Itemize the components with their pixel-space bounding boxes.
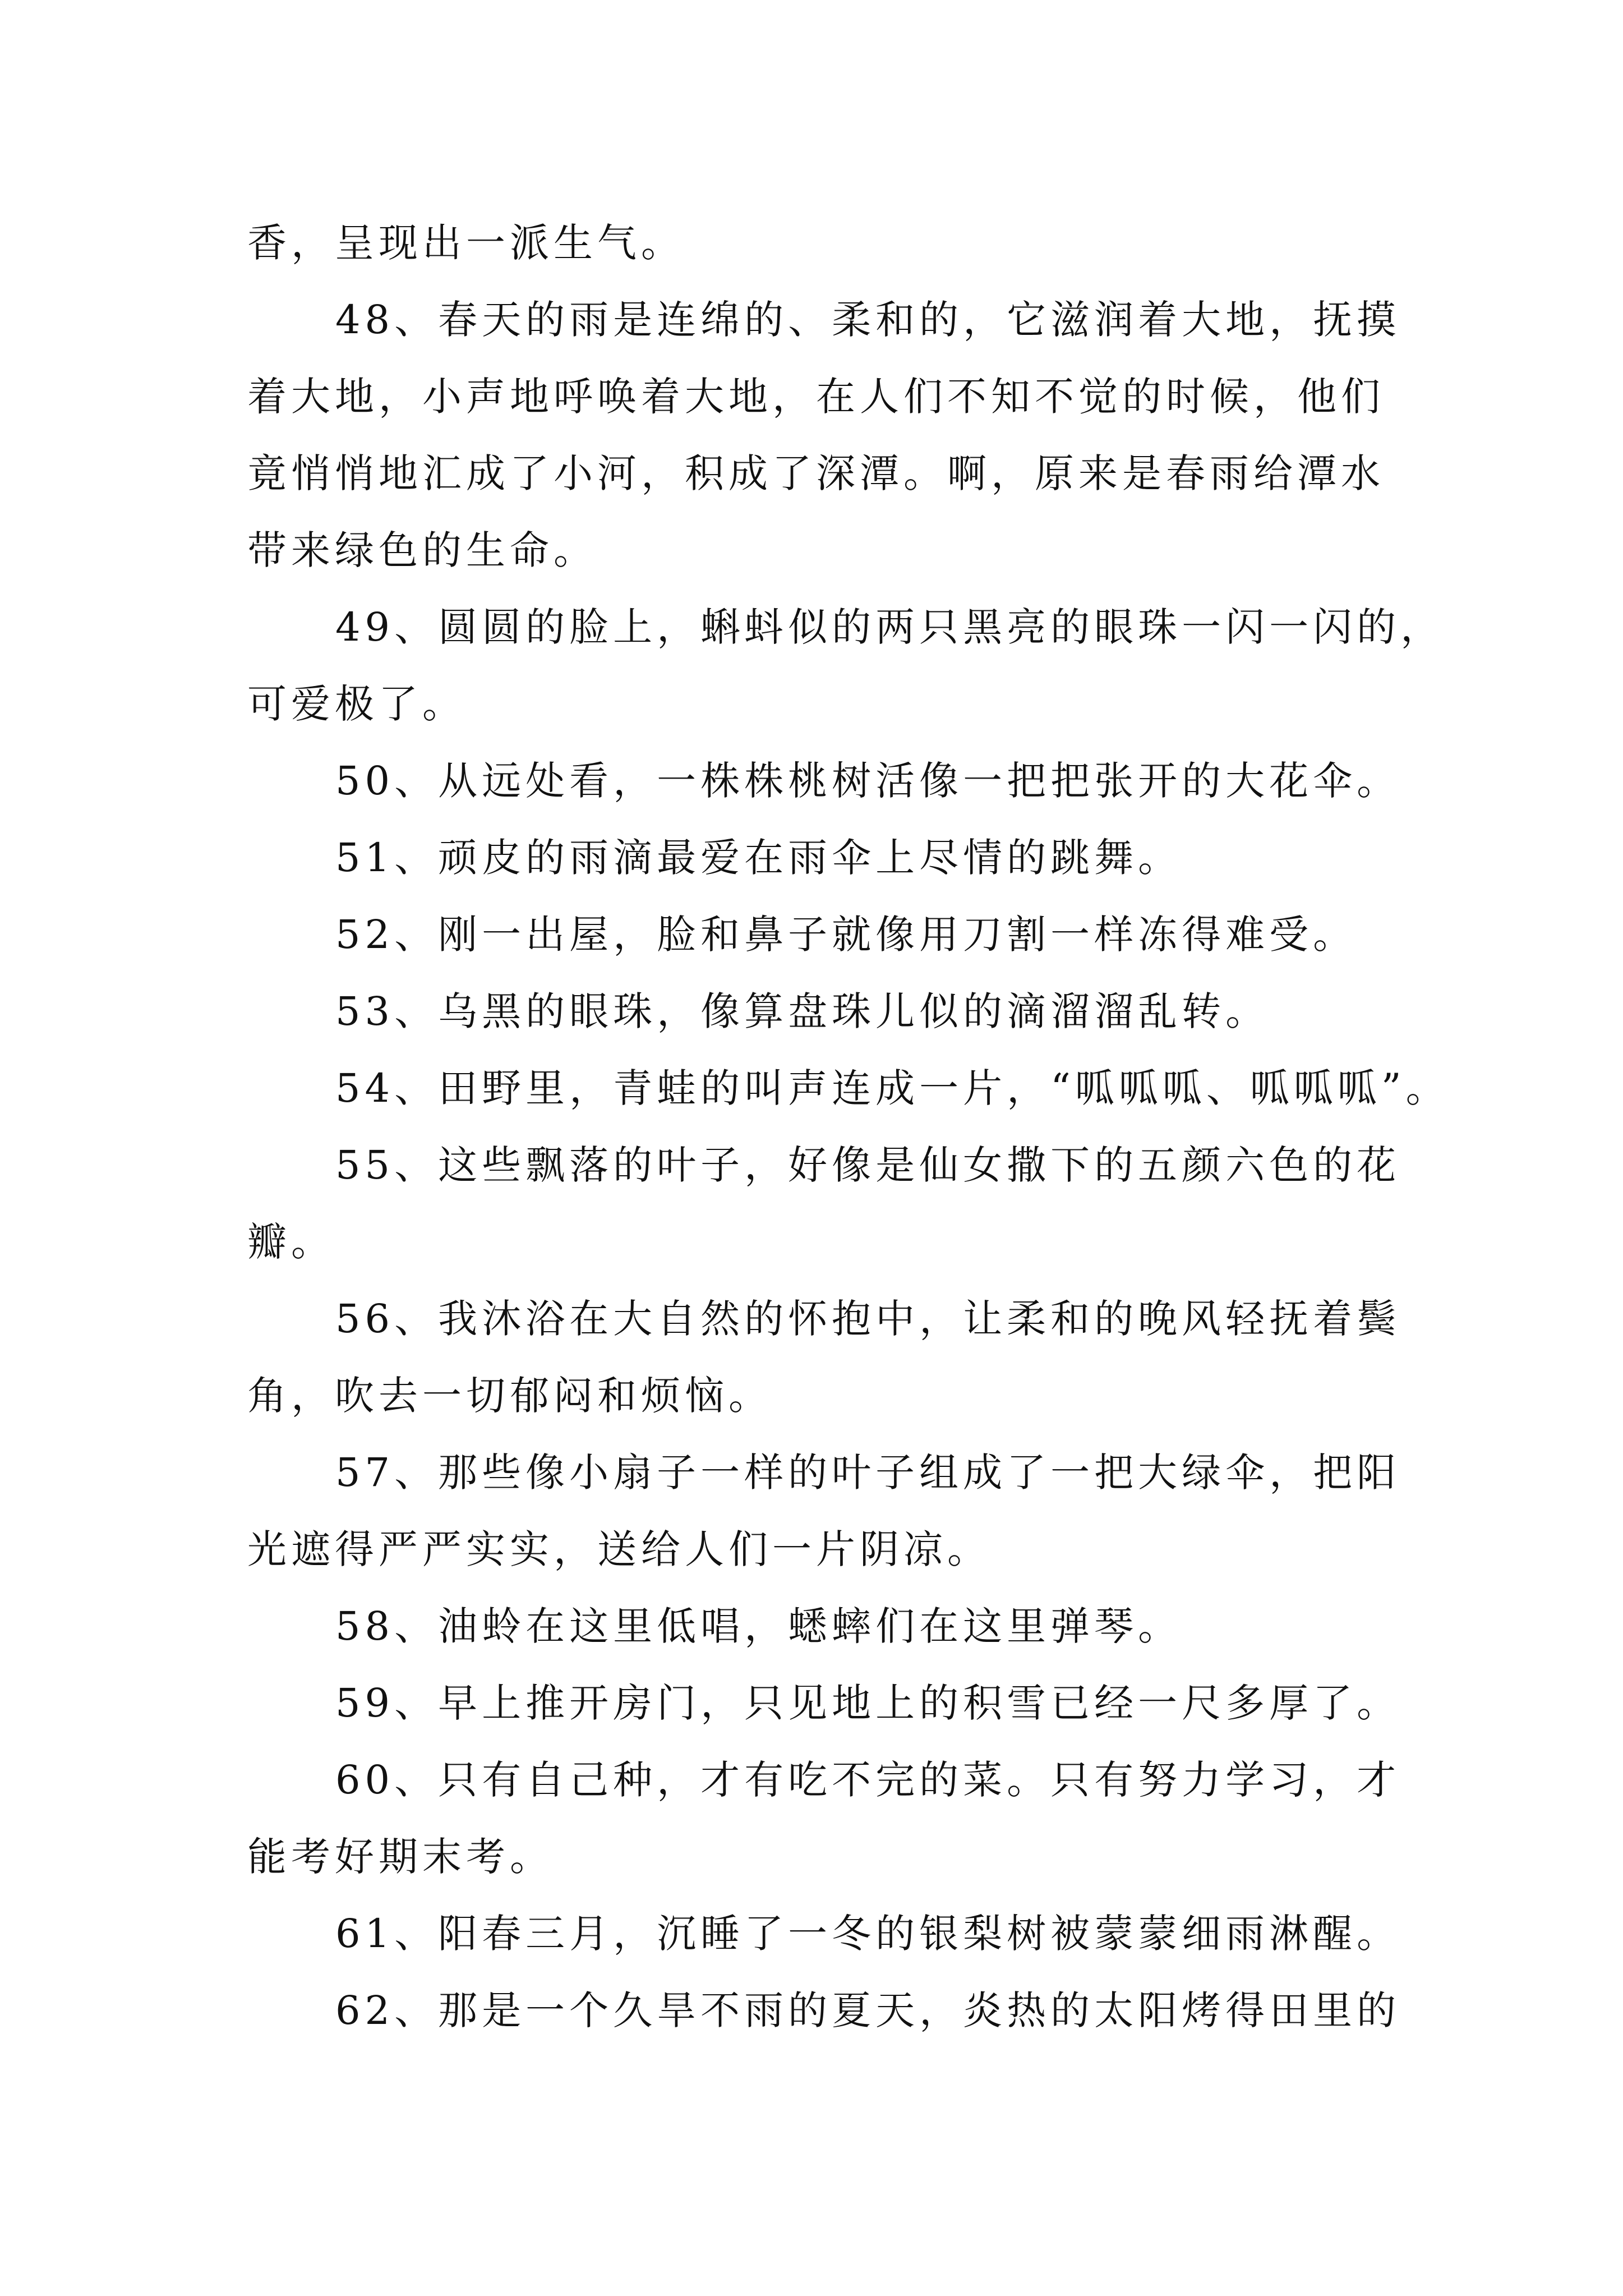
text-line: 50、从远处看，一株株桃树活像一把把张开的大花伞。 [335, 758, 1401, 804]
text-line: 62、那是一个久旱不雨的夏天，炎热的太阳烤得田里的 [335, 1987, 1401, 2033]
list-item-54 [247, 1050, 1481, 1127]
text-line: 55、这些飘落的叶子，好像是仙女撒下的五颜六色的花 [335, 1142, 1401, 1188]
list-item-56 [247, 1281, 1481, 1434]
text-line: 48、春天的雨是连绵的、柔和的，它滋润着大地，抚摸 [335, 297, 1401, 343]
list-item-57 [247, 1434, 1481, 1588]
text-line: 52、刚一出屋，脸和鼻子就像用刀割一样冻得难受。 [335, 912, 1357, 958]
text-line: 58、油蛉在这里低唱，蟋蟀们在这里弹琴。 [335, 1603, 1182, 1649]
list-item-51 [247, 820, 1481, 896]
text-line: 可爱极了。 [247, 681, 466, 727]
text-line: 49、圆圆的脸上，蝌蚪似的两只黑亮的眼珠一闪一闪的， [335, 604, 1445, 650]
list-item-58 [247, 1588, 1481, 1665]
text-line: 带来绿色的生命。 [247, 527, 597, 573]
list-item-48 [247, 282, 1481, 589]
list-item-61 [247, 1895, 1481, 1972]
list-item-52 [247, 896, 1481, 973]
text-line: 香，呈现出一派生气。 [247, 220, 685, 266]
list-item-60 [247, 1742, 1481, 1895]
text-line: 竟悄悄地汇成了小河，积成了深潭。啊，原来是春雨给潭水 [247, 450, 1385, 496]
text-line: 61、阳春三月，沉睡了一冬的银梨树被蒙蒙细雨淋醒。 [335, 1911, 1401, 1957]
list-item-53 [247, 973, 1481, 1050]
document-body [247, 205, 1481, 2049]
text-line: 能考好期末考。 [247, 1834, 554, 1880]
text-line: 光遮得严严实实，送给人们一片阴凉。 [247, 1526, 991, 1572]
list-item-49 [247, 589, 1481, 743]
text-line: 54、田野里，青蛙的叫声连成一片，“呱呱呱、呱呱呱”。 [335, 1065, 1450, 1111]
list-item-50 [247, 743, 1481, 820]
list-item-62 [247, 1972, 1481, 2049]
text-line: 56、我沐浴在大自然的怀抱中，让柔和的晚风轻抚着鬓 [335, 1296, 1401, 1342]
text-line: 瓣。 [247, 1219, 335, 1265]
list-item-59 [247, 1665, 1481, 1742]
list-item-55 [247, 1127, 1481, 1281]
text-line: 53、乌黑的眼珠，像算盘珠儿似的滴溜溜乱转。 [335, 988, 1270, 1034]
text-line: 59、早上推开房门，只见地上的积雪已经一尺多厚了。 [335, 1680, 1401, 1726]
text-line: 57、那些像小扇子一样的叶子组成了一把大绿伞，把阳 [335, 1450, 1401, 1496]
text-line: 角，吹去一切郁闷和烦恼。 [247, 1373, 772, 1419]
paragraph-continuation [247, 205, 1481, 282]
text-line: 60、只有自己种，才有吃不完的菜。只有努力学习，才 [335, 1757, 1401, 1803]
text-line: 着大地，小声地呼唤着大地，在人们不知不觉的时候，他们 [247, 374, 1385, 420]
text-line: 51、顽皮的雨滴最爱在雨伞上尽情的跳舞。 [335, 835, 1182, 881]
